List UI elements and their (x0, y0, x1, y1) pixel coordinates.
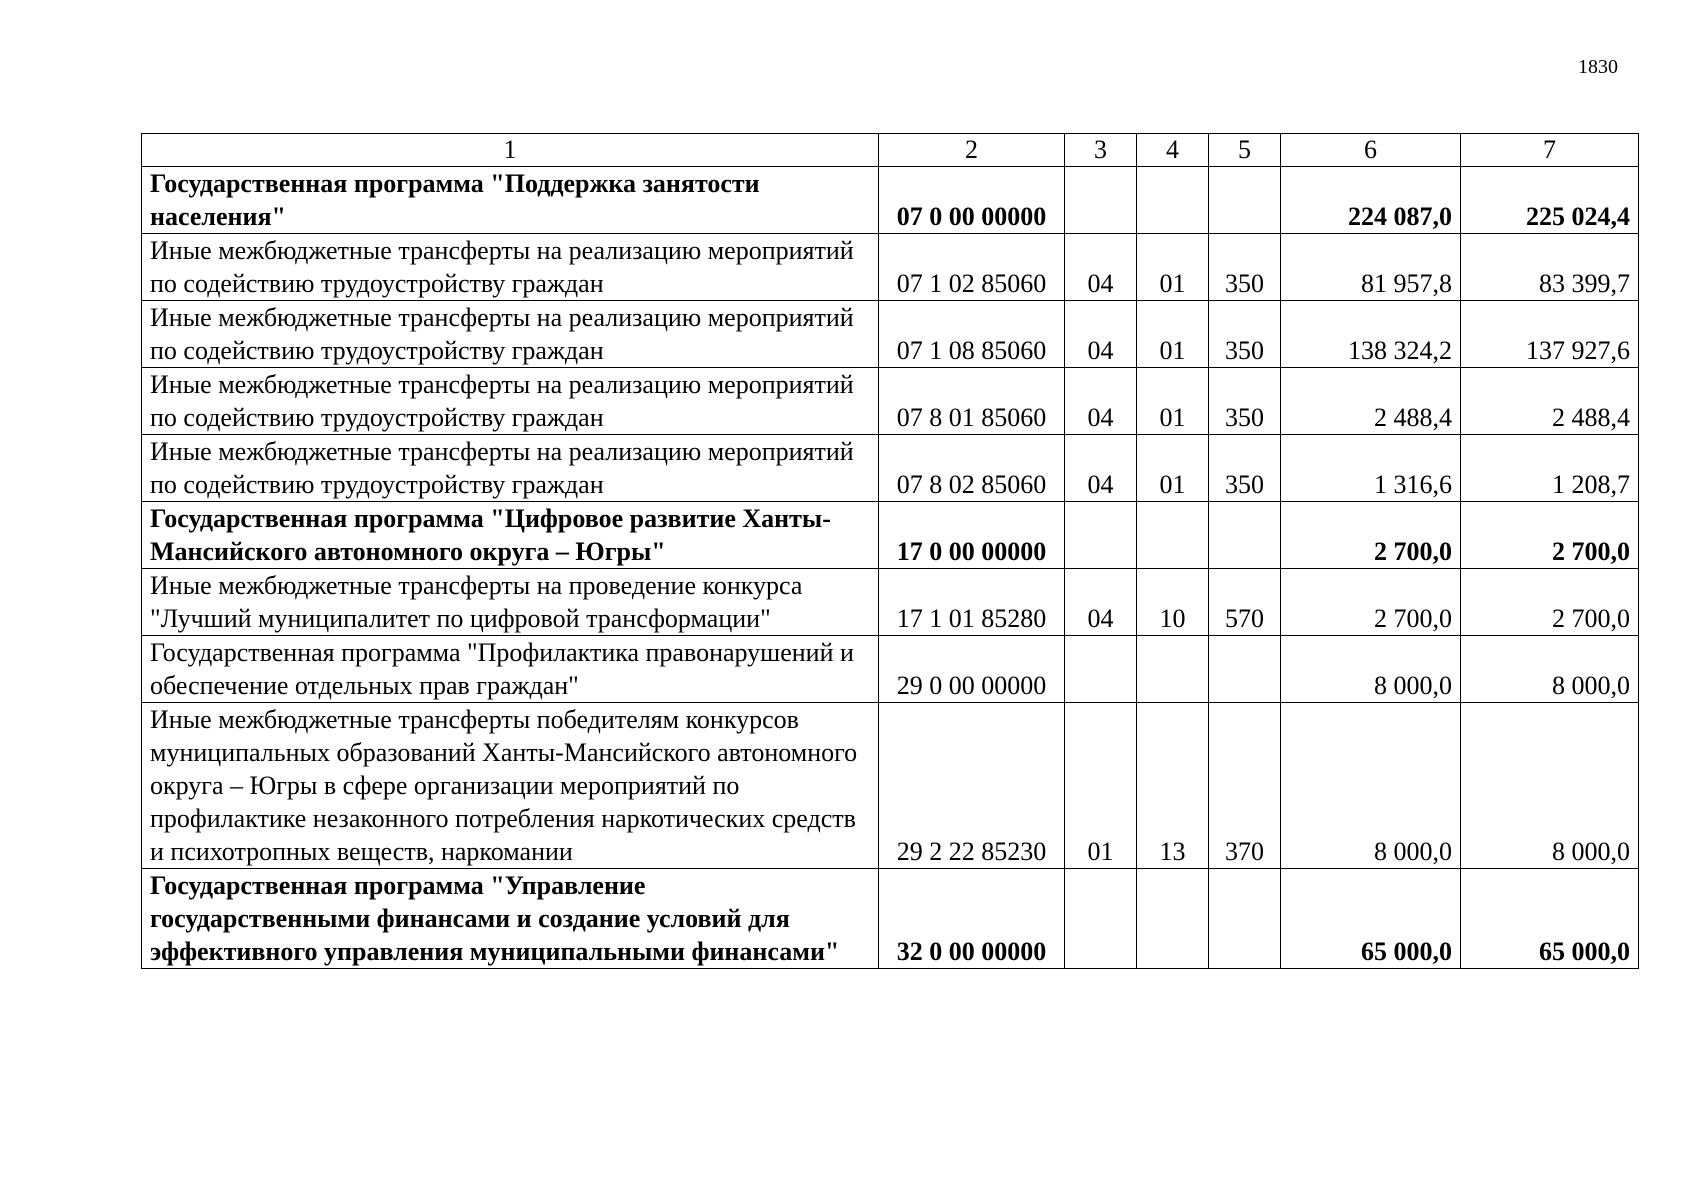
row-amount-col7: 83 399,7 (1461, 234, 1639, 301)
table-row (142, 502, 1639, 569)
row-col4: 01 (1137, 368, 1209, 435)
row-amount-col7: 1 208,7 (1461, 435, 1639, 502)
row-col3: 04 (1065, 234, 1137, 301)
column-header: 7 (1461, 134, 1639, 167)
row-code: 07 1 02 85060 (879, 234, 1065, 301)
row-col5: 350 (1209, 301, 1281, 368)
table-row (142, 301, 1639, 368)
row-col5: 570 (1209, 569, 1281, 636)
row-col5: 350 (1209, 368, 1281, 435)
row-amount-col6: 8 000,0 (1281, 636, 1461, 703)
row-col4: 13 (1137, 703, 1209, 869)
row-amount-col6: 1 316,6 (1281, 435, 1461, 502)
table-row (142, 869, 1639, 969)
row-col4 (1137, 636, 1209, 703)
table-row (142, 368, 1639, 435)
column-header: 1 (142, 134, 879, 167)
row-name: Иные межбюджетные трансферты на реализацию мероприятий по содействию трудоустройству граждан (142, 368, 879, 435)
row-col4: 01 (1137, 234, 1209, 301)
column-header: 2 (879, 134, 1065, 167)
row-amount-col6: 81 957,8 (1281, 234, 1461, 301)
column-header: 3 (1065, 134, 1137, 167)
page-number: 1830 (1578, 56, 1618, 78)
row-name: Государственная программа "Управление государственными финансами и создание условий для эффективного управления муниципальными финансами" (142, 869, 879, 969)
row-amount-col7: 8 000,0 (1461, 703, 1639, 869)
row-col3: 01 (1065, 703, 1137, 869)
row-col3 (1065, 636, 1137, 703)
row-col5: 350 (1209, 234, 1281, 301)
table-row (142, 167, 1639, 234)
row-col3: 04 (1065, 301, 1137, 368)
row-col5 (1209, 636, 1281, 703)
row-amount-col6: 224 087,0 (1281, 167, 1461, 234)
row-col4 (1137, 502, 1209, 569)
row-name: Государственная программа "Поддержка занятости населения" (142, 167, 879, 234)
row-code: 29 2 22 85230 (879, 703, 1065, 869)
row-col4: 01 (1137, 435, 1209, 502)
row-amount-col7: 2 700,0 (1461, 569, 1639, 636)
row-col4: 10 (1137, 569, 1209, 636)
row-amount-col6: 2 488,4 (1281, 368, 1461, 435)
row-col3 (1065, 167, 1137, 234)
column-header: 5 (1209, 134, 1281, 167)
row-amount-col7: 137 927,6 (1461, 301, 1639, 368)
row-code: 29 0 00 00000 (879, 636, 1065, 703)
table-row (142, 569, 1639, 636)
table-header-row (142, 134, 1639, 167)
row-col3 (1065, 869, 1137, 969)
row-col5: 350 (1209, 435, 1281, 502)
row-col5 (1209, 167, 1281, 234)
row-amount-col6: 2 700,0 (1281, 502, 1461, 569)
row-name: Иные межбюджетные трансферты на проведение конкурса "Лучший муниципалитет по цифровой трансформации" (142, 569, 879, 636)
row-code: 17 1 01 85280 (879, 569, 1065, 636)
row-col4: 01 (1137, 301, 1209, 368)
row-col5 (1209, 869, 1281, 969)
row-amount-col6: 2 700,0 (1281, 569, 1461, 636)
row-amount-col7: 225 024,4 (1461, 167, 1639, 234)
row-name: Иные межбюджетные трансферты на реализацию мероприятий по содействию трудоустройству граждан (142, 435, 879, 502)
row-col4 (1137, 869, 1209, 969)
row-col4 (1137, 167, 1209, 234)
table-row (142, 636, 1639, 703)
row-amount-col7: 2 488,4 (1461, 368, 1639, 435)
row-amount-col6: 138 324,2 (1281, 301, 1461, 368)
row-code: 07 0 00 00000 (879, 167, 1065, 234)
row-col3: 04 (1065, 368, 1137, 435)
row-code: 17 0 00 00000 (879, 502, 1065, 569)
row-amount-col6: 65 000,0 (1281, 869, 1461, 969)
table-row (142, 435, 1639, 502)
row-col5: 370 (1209, 703, 1281, 869)
row-name: Иные межбюджетные трансферты на реализацию мероприятий по содействию трудоустройству граждан (142, 234, 879, 301)
row-code: 32 0 00 00000 (879, 869, 1065, 969)
row-amount-col7: 8 000,0 (1461, 636, 1639, 703)
table-row (142, 703, 1639, 869)
row-name: Иные межбюджетные трансферты на реализацию мероприятий по содействию трудоустройству граждан (142, 301, 879, 368)
row-code: 07 8 01 85060 (879, 368, 1065, 435)
row-name: Иные межбюджетные трансферты победителям конкурсов муниципальных образований Ханты-Мансийского автономного округа – Югры в сфере организации мероприятий по профилактике незаконного потребления наркотических средств и психотропных веществ, наркомании (142, 703, 879, 869)
budget-table (141, 133, 1639, 969)
row-amount-col7: 2 700,0 (1461, 502, 1639, 569)
row-code: 07 1 08 85060 (879, 301, 1065, 368)
row-amount-col7: 65 000,0 (1461, 869, 1639, 969)
column-header: 6 (1281, 134, 1461, 167)
row-amount-col6: 8 000,0 (1281, 703, 1461, 869)
row-col3 (1065, 502, 1137, 569)
row-name: Государственная программа "Профилактика правонарушений и обеспечение отдельных прав граждан" (142, 636, 879, 703)
column-header: 4 (1137, 134, 1209, 167)
table-row (142, 234, 1639, 301)
row-col5 (1209, 502, 1281, 569)
row-col3: 04 (1065, 569, 1137, 636)
row-name: Государственная программа "Цифровое развитие Ханты-Мансийского автономного округа – Югры" (142, 502, 879, 569)
row-code: 07 8 02 85060 (879, 435, 1065, 502)
row-col3: 04 (1065, 435, 1137, 502)
